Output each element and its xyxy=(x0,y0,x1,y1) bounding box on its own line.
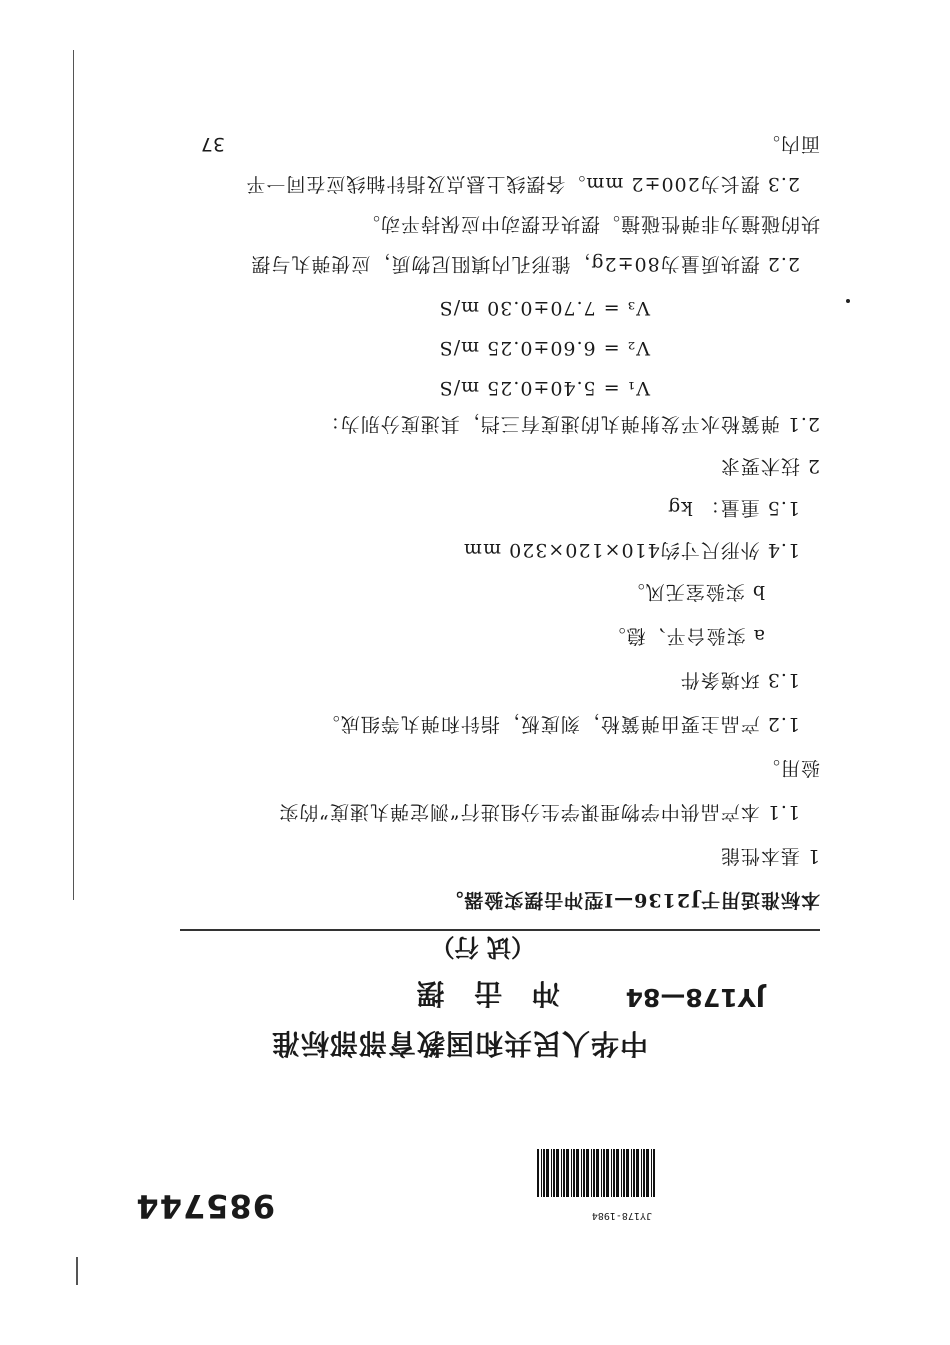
right-edge-mark xyxy=(73,50,74,900)
para-1-5: 1.5 重量： kg xyxy=(667,497,800,519)
velocity-v1: V₁ = 5.40±0.25 m/S xyxy=(438,377,650,399)
para-2-3-line-2: 面内。 xyxy=(759,133,820,155)
para-2-1: 2.1 弹簧枪水平发射弹丸的速度有三挡，其速度分别为： xyxy=(319,413,820,435)
header-rule xyxy=(180,929,820,931)
left-edge-mark xyxy=(76,1257,78,1285)
issuing-authority: 中华人民共和国教育部部标准 xyxy=(270,1027,648,1060)
para-1-2: 1.2 产品主要由弹簧枪，刻度板，指针和弹丸等组成。 xyxy=(319,713,800,735)
standard-code: JY178—84 xyxy=(625,983,765,1012)
para-1-3-a: a 实验台平、稳。 xyxy=(605,625,765,647)
intro-text: 本标准适用于J2136—Ⅰ型冲击摆实验器。 xyxy=(443,889,820,911)
document-title: 冲 击 摆 xyxy=(406,977,560,1010)
para-1-4: 1.4 外形尺寸约410×120×320 mm xyxy=(463,539,800,561)
para-2-2-line-1: 2.2 摆块质量为80±2g，锥形孔内填阻尼物质，应使弹丸与摆 xyxy=(250,253,800,275)
para-2-3-line-1: 2.3 摆长为200±2 mm。各摆线上悬点及指针轴线应在同一平 xyxy=(245,173,800,195)
para-1-3-b: b 实验室无风。 xyxy=(624,581,765,603)
velocity-v2: V₂ = 6.60±0.25 m/S xyxy=(438,337,650,359)
para-1-3: 1.3 环境条件 xyxy=(679,669,800,691)
trial-status: （试 行） xyxy=(430,933,535,962)
para-2-2-line-2: 块的碰撞为非弹性碰撞。摆块在摆动中应保持平动。 xyxy=(359,213,820,235)
barcode-image xyxy=(537,1149,655,1197)
serial-number: 985744 xyxy=(135,1187,275,1225)
para-1-1-line-1: 1.1 本产品供中学物理课学生分组进行“测定弹丸速度”的实 xyxy=(278,801,800,823)
section-2-heading: 2 技术要求 xyxy=(719,455,820,477)
para-1-1-line-2: 验用。 xyxy=(759,757,820,779)
velocity-v3: V₃ = 7.70±0.30 m/S xyxy=(438,297,650,319)
section-1-heading: 1 基本性能 xyxy=(719,845,820,867)
page-number: 37 xyxy=(200,133,225,155)
barcode-caption: JY178-1984 xyxy=(591,1210,652,1221)
margin-dot xyxy=(846,299,850,303)
